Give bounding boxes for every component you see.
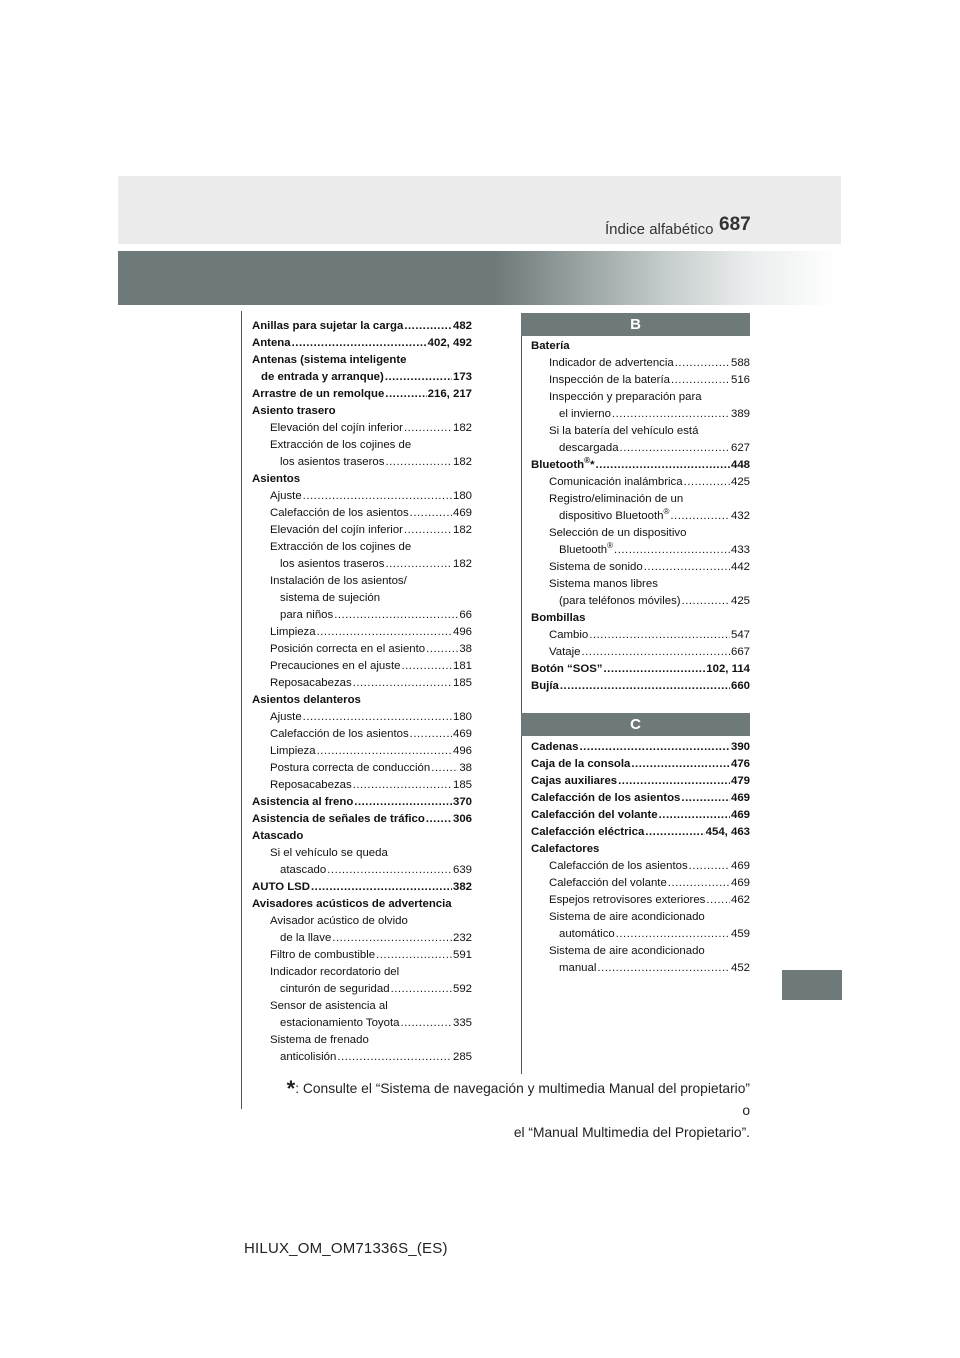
index-entry xyxy=(252,930,472,947)
leader-dots xyxy=(317,624,452,641)
index-entry xyxy=(252,1015,472,1032)
index-section-b xyxy=(531,338,750,695)
index-entry-pages: 627 xyxy=(730,442,750,454)
index-entry-text: Limpieza xyxy=(270,626,316,638)
leader-dots xyxy=(353,675,452,692)
leader-dots xyxy=(668,875,730,892)
index-entry-pages: 496 xyxy=(452,626,472,638)
leader-dots xyxy=(401,658,452,675)
index-entry-pages: 66 xyxy=(459,609,472,621)
index-entry-pages: 181 xyxy=(452,660,472,672)
index-entry-text: Caja de la consola xyxy=(531,758,631,770)
index-entry-text: Si la batería del vehículo está xyxy=(549,425,699,437)
index-entry xyxy=(531,909,750,926)
leader-dots xyxy=(385,386,426,403)
index-entry xyxy=(531,423,750,440)
index-entry-text: Selección de un dispositivo xyxy=(549,527,687,539)
leader-dots xyxy=(620,440,730,457)
index-entry xyxy=(252,335,472,352)
index-entry-pages: 173 xyxy=(452,371,472,383)
index-entry-text: Avisador acústico de olvido xyxy=(270,915,408,927)
index-section-c xyxy=(531,739,750,977)
index-entry xyxy=(531,739,750,756)
index-column-left xyxy=(252,318,472,1066)
leader-dots xyxy=(385,454,452,471)
index-entry xyxy=(252,403,472,420)
index-entry xyxy=(531,841,750,858)
index-entry-pages: 516 xyxy=(730,374,750,386)
index-entry xyxy=(252,675,472,692)
index-entry xyxy=(252,437,472,454)
index-entry-text: Anillas para sujetar la carga xyxy=(252,320,404,332)
index-entry xyxy=(531,542,750,559)
index-entry-pages: 425 xyxy=(730,476,750,488)
index-entry-text: Instalación de los asientos/ xyxy=(270,575,407,587)
index-entry-pages: 469 xyxy=(452,507,472,519)
index-entry-text: AUTO LSD xyxy=(252,881,311,893)
leader-dots xyxy=(391,981,452,998)
index-entry-text: cinturón de seguridad xyxy=(280,983,390,995)
index-entry-text: Calefacción de los asientos xyxy=(531,792,681,804)
index-entry-text: anticolisión xyxy=(280,1051,337,1063)
index-entry-text: Antena xyxy=(252,337,291,349)
index-entry-pages: 462 xyxy=(730,894,750,906)
index-entry-pages: 232 xyxy=(452,932,472,944)
index-entry-pages: 667 xyxy=(730,646,750,658)
header-gradient-bar xyxy=(118,251,841,305)
index-entry-text: Filtro de combustible xyxy=(270,949,376,961)
index-entry-text: descargada xyxy=(559,442,619,454)
index-entry-text: Sistema manos libres xyxy=(549,578,658,590)
leader-dots xyxy=(410,726,452,743)
index-entry xyxy=(531,773,750,790)
index-entry-text: Inspección de la batería xyxy=(549,374,670,386)
index-entry-text: dispositivo Bluetooth® xyxy=(559,507,670,522)
index-entry-text: Registro/eliminación de un xyxy=(549,493,684,505)
leader-dots xyxy=(581,644,730,661)
index-entry xyxy=(252,964,472,981)
index-entry xyxy=(531,372,750,389)
leader-dots xyxy=(404,420,452,437)
leader-dots xyxy=(596,457,730,474)
index-entry-pages: 476 xyxy=(730,758,750,770)
footnote-star: * xyxy=(286,1076,296,1101)
index-entry xyxy=(531,790,750,807)
index-entry xyxy=(252,556,472,573)
leader-dots xyxy=(616,926,730,943)
index-entry-text: los asientos traseros xyxy=(280,456,385,468)
index-entry-pages: 591 xyxy=(452,949,472,961)
index-entry xyxy=(531,960,750,977)
leader-dots xyxy=(317,743,452,760)
index-entry-text: Postura correcta de conducción xyxy=(270,762,431,774)
leader-dots xyxy=(645,824,704,841)
index-entry xyxy=(252,539,472,556)
index-entry-pages: 469 xyxy=(452,728,472,740)
index-entry-text: Extracción de los cojines de xyxy=(270,541,412,553)
index-entry-text: Calefactores xyxy=(531,843,600,855)
index-entry xyxy=(252,726,472,743)
index-entry-text: Calefacción eléctrica xyxy=(531,826,645,838)
index-entry-pages: 38 xyxy=(459,762,472,774)
index-entry xyxy=(252,488,472,505)
index-entry xyxy=(252,454,472,471)
index-entry-pages: 370 xyxy=(452,796,472,808)
index-entry-text: Batería xyxy=(531,340,570,352)
index-entry-text: Reposacabezas xyxy=(270,779,352,791)
index-entry-text: de entrada y arranque) xyxy=(261,371,384,383)
index-entry xyxy=(531,858,750,875)
index-entry-pages: 660 xyxy=(730,680,750,692)
index-entry xyxy=(252,743,472,760)
index-entry xyxy=(252,505,472,522)
index-entry-text: Indicador recordatorio del xyxy=(270,966,400,978)
index-entry-text: automático xyxy=(559,928,615,940)
index-entry-pages: 180 xyxy=(452,490,472,502)
leader-dots xyxy=(618,773,730,790)
index-entry xyxy=(252,811,472,828)
index-entry-pages: 402, 492 xyxy=(427,337,472,349)
index-entry-pages: 639 xyxy=(452,864,472,876)
index-entry-text: Vataje xyxy=(549,646,581,658)
index-entry-text: (para teléfonos móviles) xyxy=(559,595,681,607)
index-entry xyxy=(531,678,750,695)
index-entry xyxy=(531,440,750,457)
footnote xyxy=(276,1078,750,1144)
index-entry xyxy=(252,896,472,913)
index-entry-text: Bluetooth® xyxy=(559,541,614,556)
index-entry-pages: 459 xyxy=(730,928,750,940)
index-entry-pages: 185 xyxy=(452,677,472,689)
index-entry-text: estacionamiento Toyota xyxy=(280,1017,400,1029)
index-entry-pages: 180 xyxy=(452,711,472,723)
leader-dots xyxy=(353,777,452,794)
index-entry xyxy=(531,824,750,841)
leader-dots xyxy=(426,641,458,658)
section-title: Índice alfabético xyxy=(605,221,714,238)
index-entry-pages: 479 xyxy=(730,775,750,787)
leader-dots xyxy=(303,488,452,505)
index-entry-pages: 216, 217 xyxy=(427,388,472,400)
index-entry xyxy=(252,1049,472,1066)
index-entry-pages: 547 xyxy=(730,629,750,641)
index-entry-text: Cadenas xyxy=(531,741,579,753)
index-entry-text: Atascado xyxy=(252,830,304,842)
index-entry xyxy=(531,610,750,627)
index-entry xyxy=(252,471,472,488)
leader-dots xyxy=(675,355,730,372)
index-entry-pages: 182 xyxy=(452,558,472,570)
leader-dots xyxy=(597,960,730,977)
index-entry-text: Espejos retrovisores exteriores xyxy=(549,894,706,906)
index-entry xyxy=(252,420,472,437)
leader-dots xyxy=(560,678,730,695)
index-entry-text: Precauciones en el ajuste xyxy=(270,660,401,672)
index-entry xyxy=(252,352,472,369)
index-entry-pages: 306 xyxy=(452,813,472,825)
index-entry xyxy=(531,474,750,491)
index-entry-text: Cajas auxiliares xyxy=(531,775,618,787)
page-number: 687 xyxy=(719,214,751,235)
leader-dots xyxy=(311,879,452,896)
index-entry-text: Ajuste xyxy=(270,711,302,723)
index-entry-text: de la llave xyxy=(280,932,332,944)
index-entry-text: atascado xyxy=(280,864,327,876)
index-entry xyxy=(252,658,472,675)
leader-dots xyxy=(426,811,452,828)
index-entry-pages: 469 xyxy=(730,809,750,821)
index-entry xyxy=(531,525,750,542)
leader-dots xyxy=(376,947,452,964)
leader-dots xyxy=(410,505,452,522)
index-entry xyxy=(252,607,472,624)
index-entry xyxy=(252,318,472,335)
index-entry-text: Calefacción del volante xyxy=(531,809,658,821)
index-entry xyxy=(252,573,472,590)
index-entry-text: Si el vehículo se queda xyxy=(270,847,388,859)
leader-dots xyxy=(681,790,730,807)
leader-dots xyxy=(644,559,730,576)
index-entry-pages: 454, 463 xyxy=(705,826,750,838)
leader-dots xyxy=(631,756,730,773)
index-entry-pages: 469 xyxy=(730,792,750,804)
index-entry-pages: 382 xyxy=(452,881,472,893)
index-entry xyxy=(531,406,750,423)
index-entry-pages: 469 xyxy=(730,877,750,889)
middle-rule xyxy=(521,334,522,1074)
index-entry xyxy=(531,457,750,474)
leader-dots xyxy=(400,1015,452,1032)
index-entry-text: Asientos xyxy=(252,473,301,485)
index-entry-pages: 448 xyxy=(730,459,750,471)
index-entry xyxy=(531,807,750,824)
index-entry xyxy=(252,777,472,794)
leader-dots xyxy=(327,862,452,879)
index-entry xyxy=(531,593,750,610)
leader-dots xyxy=(332,930,452,947)
leader-dots xyxy=(404,522,452,539)
leader-dots xyxy=(431,760,458,777)
letter-heading-b: B xyxy=(521,313,750,336)
leader-dots xyxy=(579,739,730,756)
index-entry xyxy=(531,355,750,372)
index-entry xyxy=(252,522,472,539)
leader-dots xyxy=(292,335,427,352)
index-entry xyxy=(531,943,750,960)
index-entry-text: Sistema de sonido xyxy=(549,561,643,573)
index-entry xyxy=(252,369,472,386)
index-entry xyxy=(252,692,472,709)
left-rule xyxy=(241,311,242,1109)
index-entry-pages: 285 xyxy=(452,1051,472,1063)
leader-dots xyxy=(614,542,730,559)
footnote-line-2: el “Manual Multimedia del Propietario”. xyxy=(513,1125,750,1140)
index-entry xyxy=(252,641,472,658)
index-entry-text: Posición correcta en el asiento xyxy=(270,643,426,655)
index-entry-text: Botón “SOS” xyxy=(531,663,603,675)
chapter-side-tab xyxy=(782,970,842,1000)
index-entry-pages: 469 xyxy=(730,860,750,872)
footnote-line-1: *: Consulte el “Sistema de navegación y multimedia Manual del propietario” o xyxy=(286,1076,750,1118)
index-entry xyxy=(252,981,472,998)
index-entry xyxy=(252,794,472,811)
leader-dots xyxy=(589,627,730,644)
index-entry xyxy=(252,947,472,964)
index-entry-text: Asistencia de señales de tráfico xyxy=(252,813,425,825)
index-entry-text: Extracción de los cojines de xyxy=(270,439,412,451)
index-entry xyxy=(252,386,472,403)
index-entry-pages: 425 xyxy=(730,595,750,607)
index-entry xyxy=(252,845,472,862)
index-entry xyxy=(252,1032,472,1049)
index-entry-pages: 442 xyxy=(730,561,750,573)
index-entry-text: Antenas (sistema inteligente xyxy=(252,354,407,366)
leader-dots xyxy=(684,474,730,491)
index-entry xyxy=(252,862,472,879)
index-entry xyxy=(531,627,750,644)
leader-dots xyxy=(689,858,730,875)
index-entry-text: Bluetooth®* xyxy=(531,456,595,471)
index-entry-pages: 432 xyxy=(730,510,750,522)
index-entry-text: Elevación del cojín inferior xyxy=(270,422,403,434)
leader-dots xyxy=(659,807,730,824)
index-entry-pages: 185 xyxy=(452,779,472,791)
index-entry-text: Sistema de aire acondicionado xyxy=(549,945,705,957)
index-entry-text: Bujía xyxy=(531,680,559,692)
index-entry-text: Asientos delanteros xyxy=(252,694,361,706)
index-entry-pages: 482 xyxy=(452,320,472,332)
index-entry xyxy=(531,389,750,406)
leader-dots xyxy=(670,508,730,525)
index-entry xyxy=(252,760,472,777)
index-entry xyxy=(531,508,750,525)
index-entry-text: manual xyxy=(559,962,597,974)
index-entry-pages: 335 xyxy=(452,1017,472,1029)
index-entry-pages: 102, 114 xyxy=(706,663,750,675)
index-entry xyxy=(531,559,750,576)
index-entry-text: Asiento trasero xyxy=(252,405,336,417)
index-entry-pages: 433 xyxy=(730,544,750,556)
leader-dots xyxy=(612,406,730,423)
index-entry-pages: 389 xyxy=(730,408,750,420)
index-entry xyxy=(531,875,750,892)
index-entry xyxy=(531,338,750,355)
index-entry-text: sistema de sujeción xyxy=(280,592,381,604)
index-entry-text: Arrastre de un remolque xyxy=(252,388,385,400)
leader-dots xyxy=(671,372,730,389)
index-entry-text: Elevación del cojín inferior xyxy=(270,524,403,536)
leader-dots xyxy=(706,892,730,909)
index-entry-text: Calefacción del volante xyxy=(549,877,667,889)
index-entry-text: Sensor de asistencia al xyxy=(270,1000,388,1012)
leader-dots xyxy=(385,369,452,386)
index-entry-text: Cambio xyxy=(549,629,589,641)
index-entry xyxy=(252,624,472,641)
index-entry-pages: 588 xyxy=(730,357,750,369)
index-entry xyxy=(531,491,750,508)
index-entry xyxy=(531,661,750,678)
index-entry-pages: 182 xyxy=(452,456,472,468)
index-entry-pages: 182 xyxy=(452,422,472,434)
index-entry xyxy=(531,926,750,943)
index-entry-text: Inspección y preparación para xyxy=(549,391,702,403)
index-entry-pages: 390 xyxy=(730,741,750,753)
leader-dots xyxy=(354,794,452,811)
leader-dots xyxy=(404,318,452,335)
index-entry-text: Ajuste xyxy=(270,490,302,502)
leader-dots xyxy=(334,607,458,624)
index-entry-text: los asientos traseros xyxy=(280,558,385,570)
index-entry xyxy=(252,709,472,726)
leader-dots xyxy=(604,661,706,678)
index-entry xyxy=(531,892,750,909)
index-entry-text: Sistema de aire acondicionado xyxy=(549,911,705,923)
index-entry-text: Reposacabezas xyxy=(270,677,352,689)
letter-heading-c: C xyxy=(521,713,750,736)
index-entry-text: el invierno xyxy=(559,408,611,420)
leader-dots xyxy=(682,593,730,610)
index-entry-text: Avisadores acústicos de advertencia xyxy=(252,898,452,910)
index-entry xyxy=(252,828,472,845)
index-entry-text: Limpieza xyxy=(270,745,316,757)
index-entry-text: Calefacción de los asientos xyxy=(549,860,688,872)
index-entry xyxy=(531,756,750,773)
index-entry xyxy=(531,644,750,661)
index-entry-pages: 452 xyxy=(730,962,750,974)
index-entry-text: Calefacción de los asientos xyxy=(270,507,409,519)
leader-dots xyxy=(303,709,452,726)
index-entry xyxy=(252,913,472,930)
index-entry-text: para niños xyxy=(280,609,334,621)
leader-dots xyxy=(385,556,452,573)
index-entry-pages: 496 xyxy=(452,745,472,757)
index-entry-text: Indicador de advertencia xyxy=(549,357,674,369)
index-entry-pages: 592 xyxy=(452,983,472,995)
index-entry-text: Asistencia al freno xyxy=(252,796,354,808)
index-entry xyxy=(531,576,750,593)
index-entry-text: Sistema de frenado xyxy=(270,1034,369,1046)
index-entry xyxy=(252,998,472,1015)
index-entry xyxy=(252,879,472,896)
index-entry-text: Comunicación inalámbrica xyxy=(549,476,683,488)
index-entry xyxy=(252,590,472,607)
leader-dots xyxy=(337,1049,452,1066)
index-entry-text: Bombillas xyxy=(531,612,586,624)
document-code: HILUX_OM_OM71336S_(ES) xyxy=(244,1240,448,1257)
index-entry-pages: 38 xyxy=(459,643,472,655)
index-entry-pages: 182 xyxy=(452,524,472,536)
index-entry-text: Calefacción de los asientos xyxy=(270,728,409,740)
